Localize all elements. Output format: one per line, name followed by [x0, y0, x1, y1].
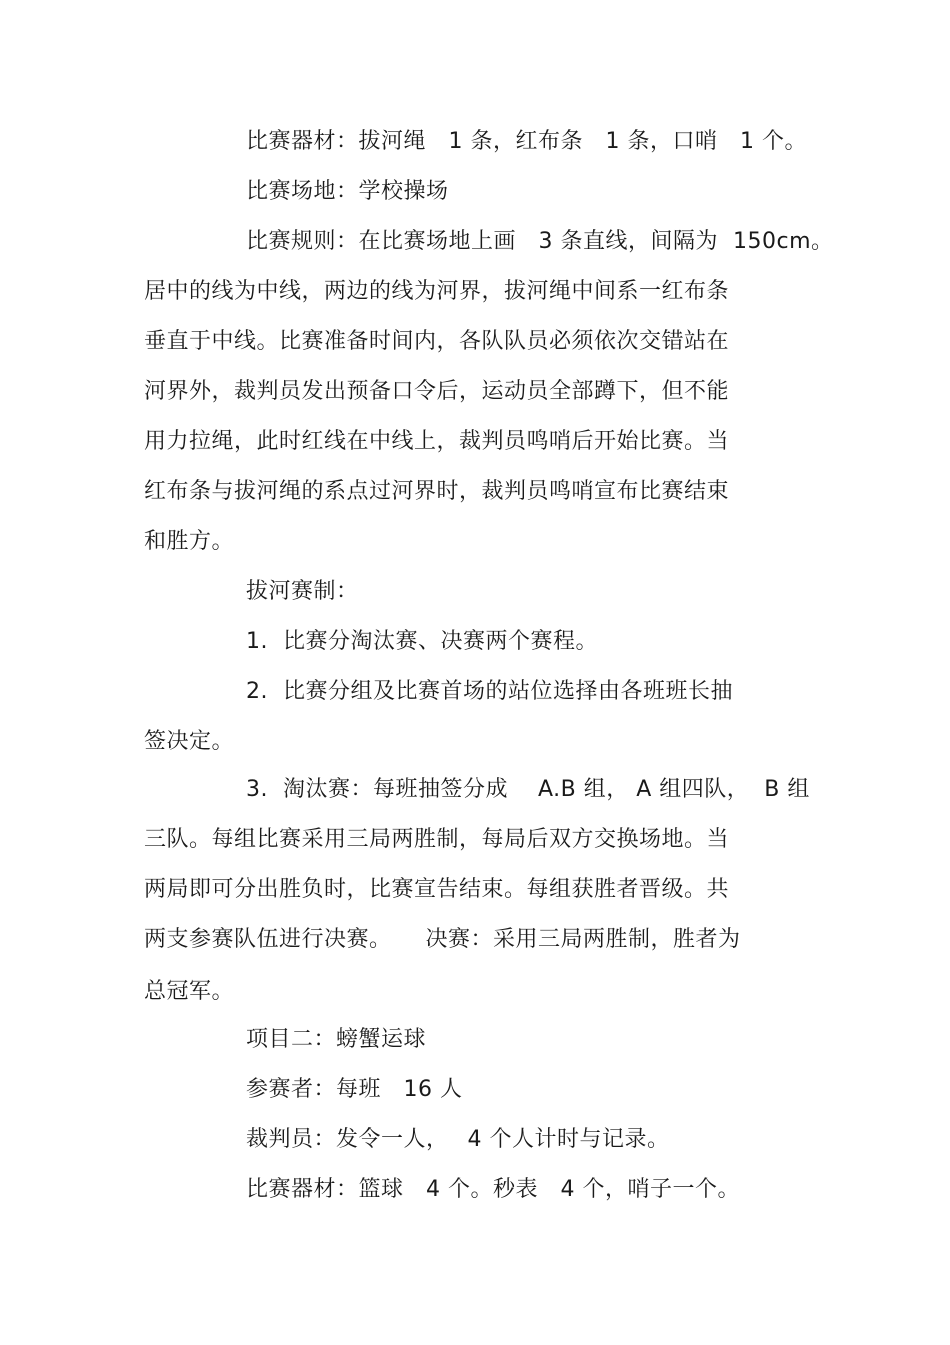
- text-line-equipment-2: 比赛器材：篮球 4 个。秒表 4 个，哨子一个。: [246, 1177, 740, 1202]
- text-line: 垂直于中线。比赛准备时间内，各队队员必须依次交错站在: [144, 329, 730, 354]
- text-line: 居中的线为中线，两边的线为河界，拔河绳中间系一红布条: [144, 279, 730, 304]
- text-line-equipment: 比赛器材：拔河绳 1 条，红布条 1 条，口哨 1 个。: [246, 129, 807, 154]
- text-line-venue: 比赛场地：学校操场: [246, 179, 449, 204]
- list-item-3: 3. 淘汰赛：每班抽签分成 A.B 组， A 组四队， B 组: [246, 777, 810, 802]
- text-line-participants: 参赛者：每班 16 人: [246, 1077, 463, 1102]
- text-line: 两支参赛队伍进行决赛。 决赛：采用三局两胜制，胜者为: [144, 927, 741, 952]
- text-line: 签决定。: [144, 729, 235, 754]
- text-line: 三队。每组比赛采用三局两胜制，每局后双方交换场地。当: [144, 827, 730, 852]
- text-line: 总冠军。: [144, 979, 235, 1004]
- text-line: 和胜方。: [144, 529, 235, 554]
- list-item-2: 2. 比赛分组及比赛首场的站位选择由各班班长抽: [246, 679, 733, 704]
- text-line: 用力拉绳，此时红线在中线上，裁判员鸣哨后开始比赛。当: [144, 429, 730, 454]
- text-line: 红布条与拔河绳的系点过河界时，裁判员鸣哨宣布比赛结束: [144, 479, 730, 504]
- text-line: 两局即可分出胜负时，比赛宣告结束。每组获胜者晋级。共: [144, 877, 730, 902]
- text-line-rules: 比赛规则：在比赛场地上画 3 条直线，间隔为 150cm。: [246, 229, 834, 254]
- text-line-tug-format: 拔河赛制：: [246, 579, 359, 604]
- text-line-project-two: 项目二：螃蟹运球: [246, 1027, 427, 1052]
- text-line: 河界外，裁判员发出预备口令后，运动员全部蹲下，但不能: [144, 379, 730, 404]
- text-line-referees: 裁判员：发令一人， 4 个人计时与记录。: [246, 1127, 670, 1152]
- list-item-1: 1. 比赛分淘汰赛、决赛两个赛程。: [246, 629, 598, 654]
